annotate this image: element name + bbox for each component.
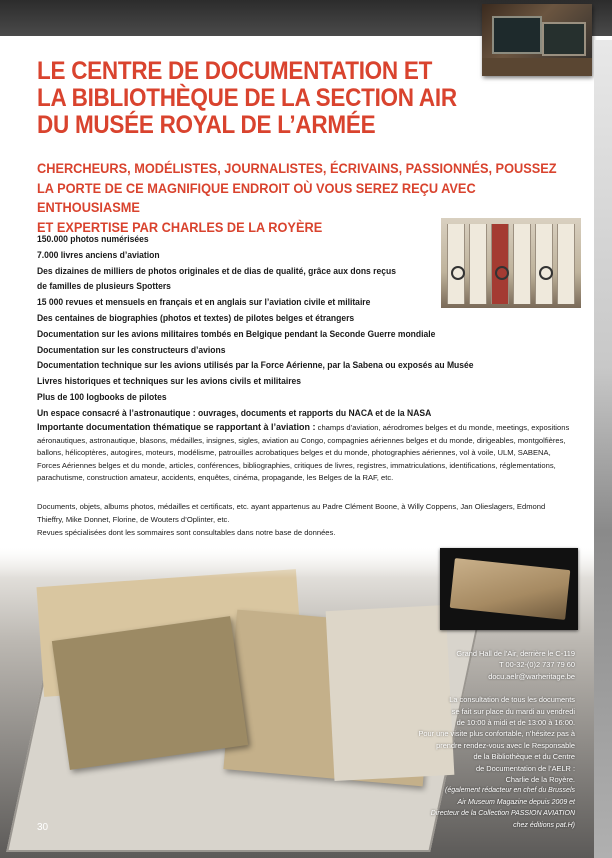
list-item: Documentation technique sur les avions utilisés par la Force Aérienne, par la Sabena ou exposés au Musée: [37, 360, 474, 371]
list-item: Plus de 100 logbooks de pilotes: [37, 391, 167, 402]
info-line: prendre rendez-vous avec le Responsable: [436, 740, 575, 750]
info-line: Pour une visite plus confortable, n’hésitez pas à: [418, 729, 575, 739]
email-link[interactable]: docu.aelr@warheritage.be: [488, 671, 575, 681]
list-item: 15 000 revues et mensuels en français et en anglais sur l’aviation civile et militaire: [37, 297, 371, 308]
note-text: Directeur de la Collection PASSION AVIATION: [430, 810, 575, 818]
note-text: (également rédacteur en chef du Brussels: [445, 787, 575, 795]
article-title: [37, 58, 460, 139]
paragraph-text: champs d’aviation, aérodromes belges et du monde, meetings, expositions aéronautiques, astronautique, blasons, médailles, insignes, sigles, aviation au Congo, compagnies aériennes belges et du monde, dirigeables, montgolfières, ballons, hélicoptères, autogires, moteurs, modélisme, patrouilles acrobatiques belges et du monde, photographies aériennes, vol à voile, ULM, SABENA, Forces Aériennes belges et du monde, articles, conférences, bibliographies, critiques de livres, registres, immatriculations, identifications, réglementations, parachutisme, construction amateur, accidents, enquêtes, cinéma, propagande, les Belges de la RAF, etc.: [37, 423, 570, 483]
note-text: chez éditions pat.H): [513, 821, 575, 829]
logbook-photo: [440, 548, 578, 630]
list-item: de familles de plusieurs Spotters: [37, 281, 171, 292]
title-line: LE CENTRE DE DOCUMENTATION ET: [37, 57, 433, 85]
info-line: de Documentation de l’AELR :: [475, 763, 575, 773]
old-logbook: [52, 616, 248, 770]
note-line: [388, 797, 575, 808]
logbook: [450, 558, 571, 620]
title-line: DU MUSÉE ROYAL DE L’ARMÉE: [37, 111, 376, 139]
list-item: Documentation sur les constructeurs d’avions: [37, 344, 226, 355]
note-line: [388, 820, 575, 831]
list-item: 7.000 livres anciens d’aviation: [37, 249, 160, 260]
photo-frame: [542, 22, 586, 56]
note-line: [388, 785, 575, 796]
info-line: se fait sur place du mardi au vendredi: [451, 706, 575, 716]
subtitle-line: ET EXPERTISE PAR CHARLES DE LA ROYÈRE: [37, 219, 323, 236]
list-item: Livres historiques et techniques sur les avions civils et militaires: [37, 376, 302, 387]
subtitle-line: LA PORTE DE CE MAGNIFIQUE ENDROIT OÙ VOUS SEREZ REÇU AVEC ENTHOUSIASME: [37, 180, 476, 216]
donations-paragraph: Documents, objets, albums photos, médailles et certificats, etc. ayant appartenus au Padre Clément Boone, à Willy Coppens, Jan Olieslagers, Edmond Thieffry, Mike Donnet, Florine, de Wouters d’Oplinter, etc.: [37, 502, 546, 524]
title-line: LA BIBLIOTHÈQUE DE LA SECTION AIR: [37, 84, 457, 112]
collection-facts-list: [37, 232, 557, 422]
address: Grand Hall de l’Air, derrière le C-119: [456, 649, 575, 658]
right-edge-photo-strip: [594, 40, 612, 858]
list-item: Des centaines de biographies (photos et textes) de pilotes belges et étrangers: [37, 312, 355, 323]
info-line: La consultation de tous les documents: [449, 695, 575, 705]
contact-info: [388, 648, 575, 831]
aviation-documentation-paragraph: [37, 421, 573, 485]
journals-paragraph: Revues spécialisées dont les sommaires sont consultables dans notre base de données.: [37, 528, 336, 537]
note-line: [388, 808, 575, 819]
spacer: [388, 682, 575, 694]
page-number: 30: [37, 822, 49, 833]
subtitle-line: CHERCHEURS, MODÉLISTES, JOURNALISTES, ÉCRIVAINS, PASSIONNÉS, POUSSEZ: [37, 161, 557, 177]
list-item: Un espace consacré à l’astronautique : ouvrages, documents et rapports du NACA et de la NASA: [37, 407, 432, 418]
info-line: Charlie de la Royère.: [505, 775, 575, 785]
note-text: Air Museum Magazine depuis 2009 et: [457, 798, 575, 806]
shelf-unit: [557, 224, 575, 304]
list-item: Des dizaines de milliers de photos originales et de dias de qualité, grâce aux dons reçus: [37, 265, 396, 276]
desk-surface: [482, 58, 592, 76]
paragraph-lead: Importante documentation thématique se rapportant à l’aviation :: [37, 422, 316, 432]
list-item: 150.000 photos numérisées: [37, 234, 149, 244]
info-line: de la Bibliothèque et du Centre: [473, 752, 575, 762]
photo-frame: [492, 16, 542, 54]
phone: T 00-32-(0)2 737 79 60: [499, 660, 575, 670]
info-line: de 10:00 à midi et de 13:00 à 16:00.: [456, 718, 575, 728]
list-item: Documentation sur les avions militaires tombés en Belgique pendant la Seconde Guerre mondiale: [37, 328, 436, 339]
archive-desk-photo: [482, 4, 592, 76]
